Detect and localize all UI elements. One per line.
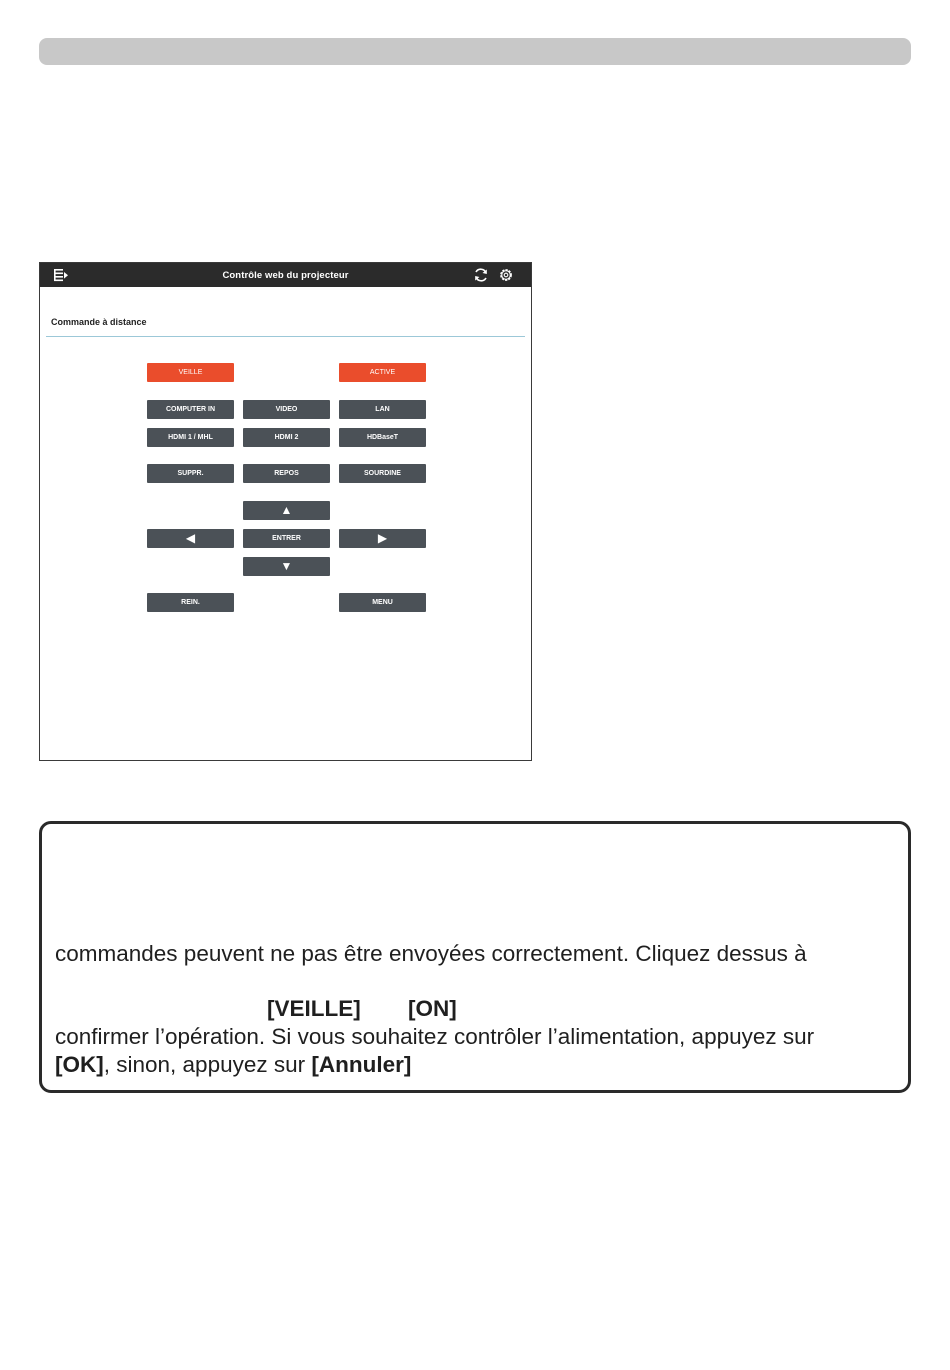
refresh-icon[interactable]	[472, 266, 490, 284]
annuler-label: [Annuler]	[311, 1052, 412, 1077]
page-header-bar	[39, 38, 911, 65]
down-arrow-button[interactable]: ▼	[243, 557, 330, 576]
veille-button[interactable]: VEILLE	[147, 363, 234, 382]
app-title: Contrôle web du projecteur	[222, 270, 349, 281]
menu-button[interactable]: MENU	[339, 593, 426, 612]
section-divider	[46, 336, 525, 337]
hdbaset-button[interactable]: HDBaseT	[339, 428, 426, 447]
note-line-1: commandes peuvent ne pas être envoyées correctement. Cliquez dessus à	[55, 941, 807, 966]
hdmi1-mhl-button[interactable]: HDMI 1 / MHL	[147, 428, 234, 447]
suppr-button[interactable]: SUPPR.	[147, 464, 234, 483]
note-line-3: confirmer l’opération. Si vous souhaitez contrôler l’alimentation, appuyez sur	[55, 1024, 815, 1049]
ok-label: [OK]	[55, 1052, 104, 1077]
note-line-4: [OK], sinon, appuyez sur [Annuler]	[55, 1052, 412, 1077]
note-veille-label: [VEILLE]	[267, 996, 361, 1021]
note-on-label: [ON]	[408, 996, 457, 1021]
note-box	[39, 821, 911, 1093]
up-arrow-button[interactable]: ▲	[243, 501, 330, 520]
repos-button[interactable]: REPOS	[243, 464, 330, 483]
gear-icon[interactable]	[497, 266, 515, 284]
section-title: Commande à distance	[51, 317, 147, 327]
computer-in-button[interactable]: COMPUTER IN	[147, 400, 234, 419]
right-arrow-button[interactable]: ▶	[339, 529, 426, 548]
lan-button[interactable]: LAN	[339, 400, 426, 419]
entrer-button[interactable]: ENTRER	[243, 529, 330, 548]
hdmi2-button[interactable]: HDMI 2	[243, 428, 330, 447]
video-button[interactable]: VIDEO	[243, 400, 330, 419]
web-control-screenshot	[39, 262, 532, 761]
left-arrow-button[interactable]: ◀	[147, 529, 234, 548]
app-header	[40, 263, 531, 287]
sourdine-button[interactable]: SOURDINE	[339, 464, 426, 483]
active-button[interactable]: ACTIVE	[339, 363, 426, 382]
rein-button[interactable]: REIN.	[147, 593, 234, 612]
